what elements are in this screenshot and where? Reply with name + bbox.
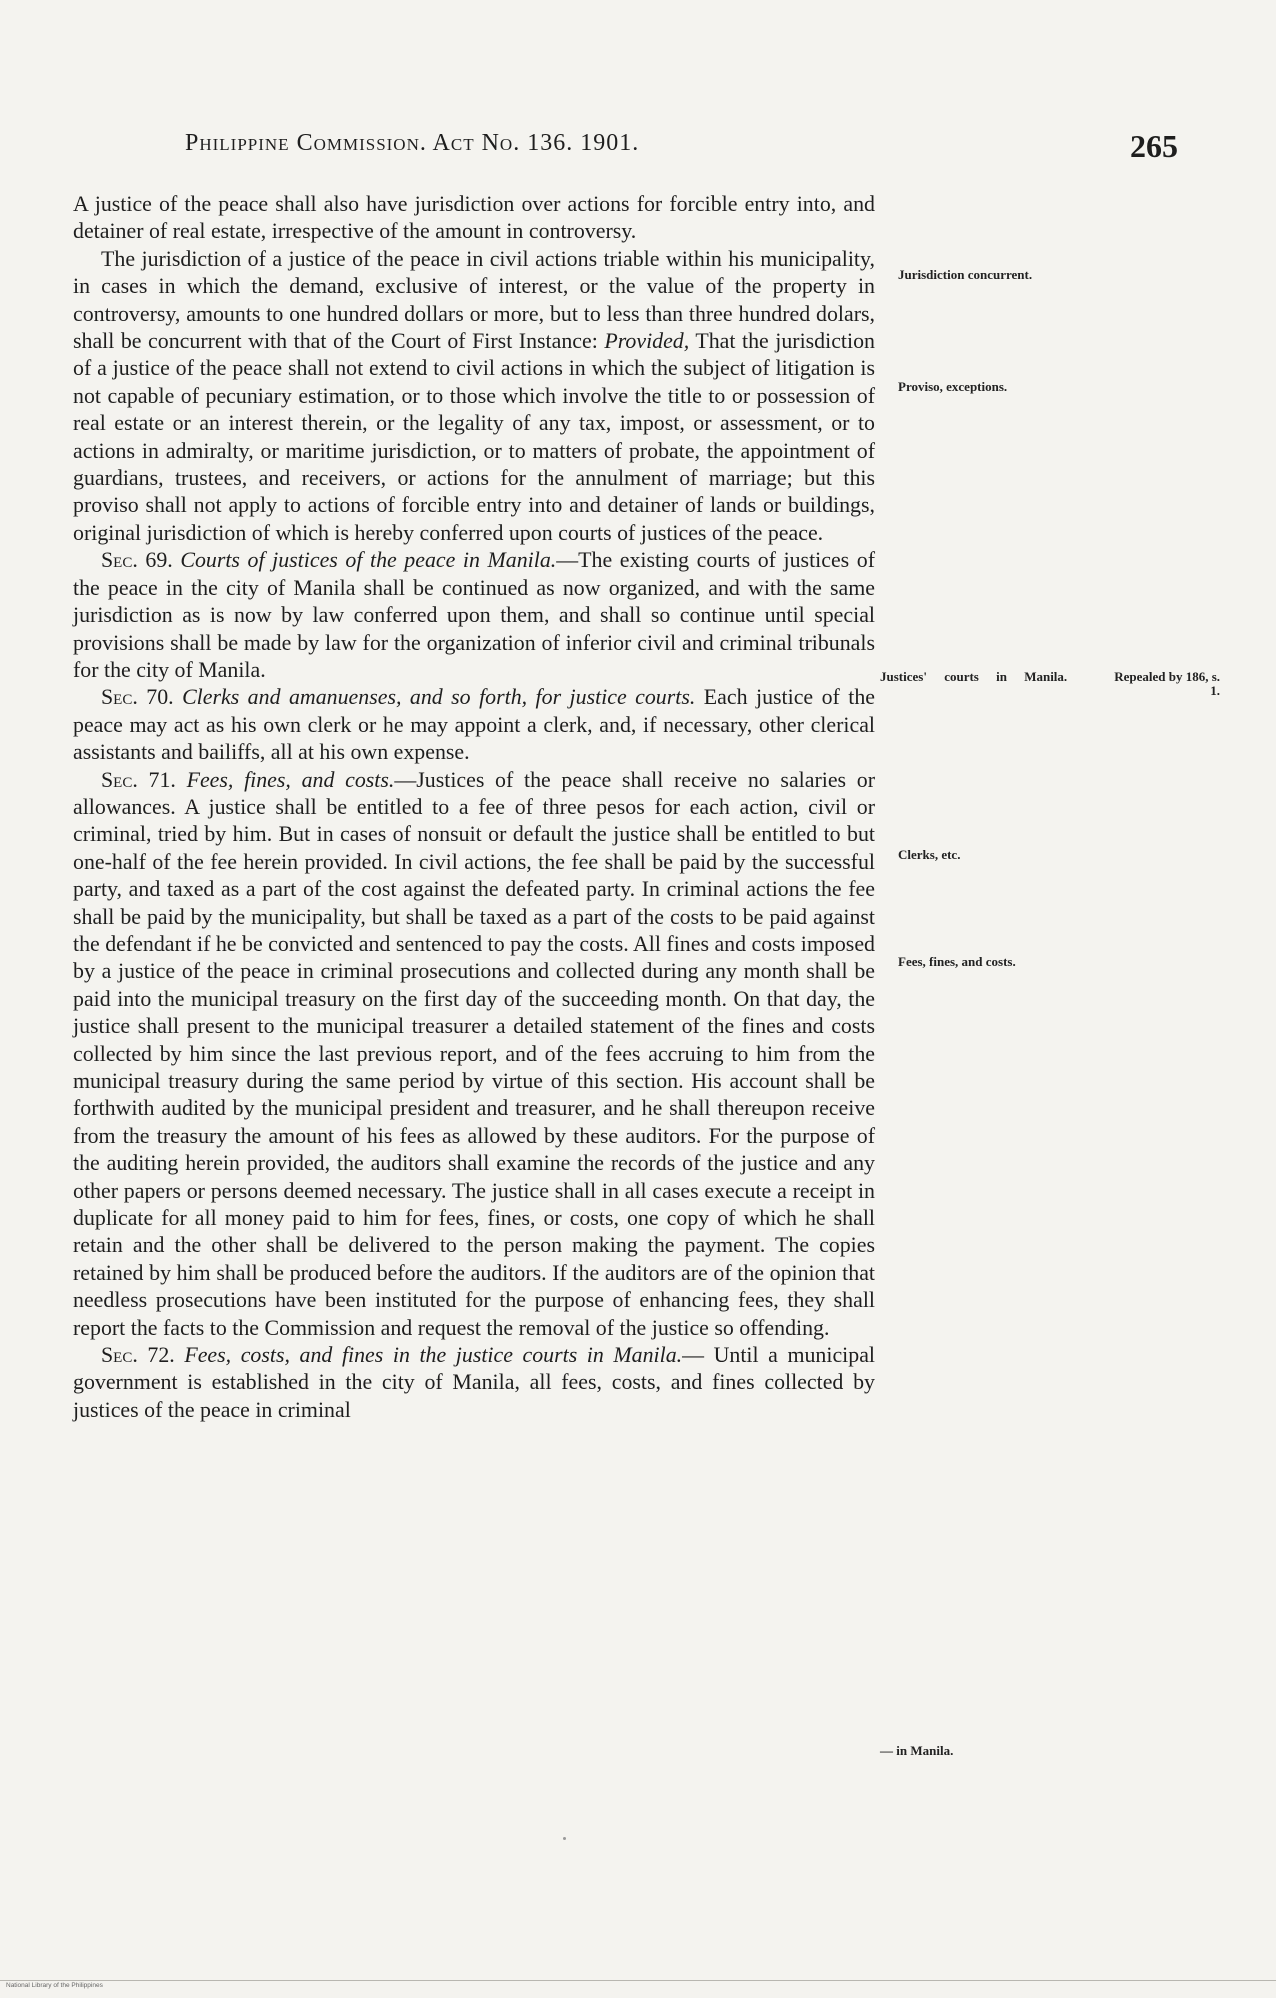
paragraph-proviso-text: That the jurisdiction of a justice of the peace shall not extend to civil actions in which the subject of litigation is not capable of pecuniary estimation, or to those which involve the title to or possession of real estate or an interest therein, or the legality of any tax, impost, or assessment, or to actions in admiralty, or maritime jurisdiction, or to matters of probate, the appointment of guardians, trustees, and receivers, or actions for the annulment of marriage; but this proviso shall not apply to actions of forcible entry into and detainer of lands or buildings, original jurisdiction of which is hereby conferred upon courts of justices of the peace. <box>73 328 875 545</box>
section-71-title: Fees, fines, and costs. <box>186 766 395 792</box>
section-69-label: Sec. 69. <box>101 547 173 573</box>
section-70-text: Each justice of the peace may act as his own clerk or he may appoint a clerk, and, if necessary, other clerical assistants and bailiffs, all at his own expense. <box>73 684 875 765</box>
section-72-label: Sec. 72. <box>101 1342 175 1368</box>
section-71 <box>73 766 875 1342</box>
section-72-title: Fees, costs, and fines in the justice courts in Manila. <box>184 1342 683 1368</box>
margin-note-proviso: Proviso, exceptions. <box>898 379 1008 394</box>
footer-rule <box>0 1980 1276 1981</box>
paragraph-forcible-entry: A justice of the peace shall also have jurisdiction over actions for forcible entry into, and detainer of real estate, irrespective of the amount in controversy. <box>73 191 875 244</box>
page-number: 265 <box>1130 128 1178 164</box>
margin-note-fees: Fees, fines, and costs. <box>898 954 1016 969</box>
paragraph-jurisdiction-text: The jurisdiction of a justice of the peace in civil actions triable within his municipality, in cases in which the demand, exclusive of interest, or the value of the property in controversy, amounts to one hundred dollars or more, but to less than three hundred dolars, shall be concurrent with that of the Court of First Instance: <box>73 245 875 354</box>
section-71-label: Sec. 71. <box>101 766 176 792</box>
printer-mark <box>563 1837 566 1840</box>
margin-note-in-manila: — in Manila. <box>880 1743 954 1758</box>
section-69-title: Courts of justices of the peace in Manila. <box>180 547 557 573</box>
margin-note-justices-courts: Justices' courts in Manila. <box>880 669 1068 684</box>
paragraph-jurisdiction <box>73 245 875 546</box>
proviso-italic: Provided, <box>604 328 690 354</box>
section-69 <box>73 546 875 683</box>
section-70-label: Sec. 70. <box>101 684 174 710</box>
margin-note-repealed: Repealed by 186, s. 1. <box>1114 669 1220 698</box>
section-69-text: —The existing courts of justices of the peace in the city of Manila shall be continued as now organized, and with the same jurisdiction as is now by law conferred upon them, and shall so continue until special provisions shall be made by law for the organization of inferior civil and criminal tribunals for the city of Manila. <box>73 547 875 682</box>
section-72-text: — Until a municipal government is established in the city of Manila, all fees, costs, and fines collected by justices of the peace in criminal <box>73 1342 875 1422</box>
section-70-title: Clerks and amanuenses, and so forth, for justice courts. <box>182 684 696 710</box>
scan-credit: National Library of the Philippines <box>6 1982 103 1989</box>
margin-note-clerks: Clerks, etc. <box>898 847 961 862</box>
body-text <box>73 190 875 1423</box>
running-header: Philippine Commission. Act No. 136. 1901. <box>185 130 640 156</box>
section-71-text: —Justices of the peace shall receive no salaries or allowances. A justice shall be entitled to a fee of three pesos for each action, civil or criminal, tried by him. But in cases of nonsuit or default the justice shall be entitled to but one-half of the fee herein provided. In civil actions, the fee shall be paid by the successful party, and taxed as a part of the cost against the defeated party. In criminal actions the fee shall be paid by the municipality, but shall be taxed as a part of the costs to be paid against the defendant if he be convicted and sentenced to pay the costs. All fines and costs imposed by a justice of the peace in criminal prosecutions and collected during any month shall be paid into the municipal treasury on the first day of the succeeding month. On that day, the justice shall present to the municipal treasurer a detailed statement of the fines and costs collected by him since the last previous report, and of the fees accruing to him from the municipal treasury during the same period by virtue of this section. His account shall be forthwith audited by the municipal president and treasurer, and he shall thereupon receive from the treasury the amount of his fees as allowed by these auditors. For the purpose of the auditing herein provided, the auditors shall examine the records of the justice and any other papers or persons deemed necessary. The justice shall in all cases execute a receipt in duplicate for all money paid to him for fees, fines, or costs, one copy of which he shall retain and the other shall be delivered to the person making the payment. The copies retained by him shall be produced before the auditors. If the auditors are of the opinion that needless prosecutions have been instituted for the purpose of enhancing fees, they shall report the facts to the Commission and request the removal of the justice so offending. <box>73 766 875 1340</box>
section-72 <box>73 1341 875 1423</box>
section-70 <box>73 683 875 765</box>
margin-note-jurisdiction: Jurisdiction concurrent. <box>898 267 1033 282</box>
